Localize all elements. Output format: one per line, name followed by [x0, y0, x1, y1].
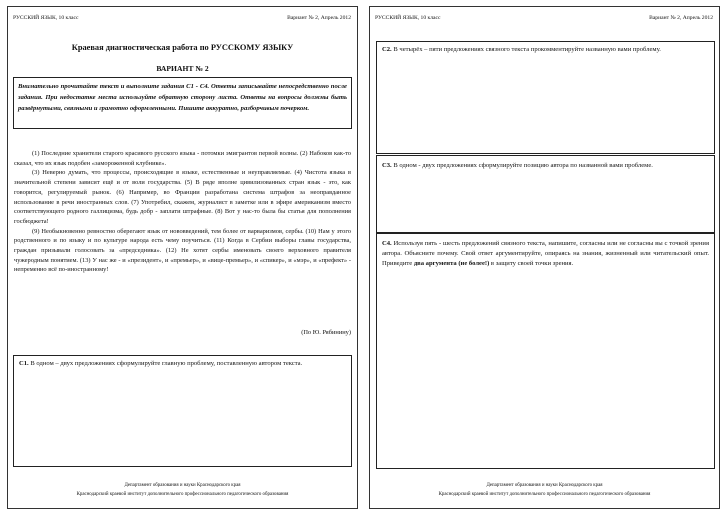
- task-c2-text: В четырёх – пяти предложениях связного текста прокомментируйте названную вами проблему.: [391, 46, 661, 53]
- task-c3-text: В одном - двух предложениях сформулируйте позицию автора по названной вами проблеме.: [391, 162, 653, 169]
- text-paragraph: (1) Последние хранители старого красивого русского языка - потомки эмигрантов первой волны. (2) Набоков как-то сказал, что их язык подобен «замороженной клубнике».: [14, 150, 351, 167]
- task-c4-label: С4.: [382, 240, 392, 247]
- task-c1-box[interactable]: [13, 355, 352, 467]
- page-title: Краевая диагностическая работа по РУССКОМУ ЯЗЫКУ: [71, 43, 294, 52]
- task-c1-label: С1.: [19, 360, 29, 367]
- footer-department: Департамент образования и науки Краснодарского края: [124, 483, 241, 488]
- instructions-box: Внимательно прочитайте текст и выполните задания С1 - С4. Ответы записывайте непосредственно после задания. При недостатке места используйте обратную сторону листа. Ответы на вопросы должны быть развёрнутыми, связными и грамотно оформленными. Пишите аккуратно, разборчивым почерком.: [13, 77, 352, 129]
- variant-label: ВАРИАНТ № 2: [156, 64, 209, 73]
- author-attribution: (По Ю. Рябинину): [301, 329, 351, 336]
- right-page: [369, 6, 720, 509]
- header-variant: Вариант № 2, Апрель 2012: [649, 15, 713, 21]
- page-footer: [370, 482, 719, 499]
- header-variant: Вариант № 2, Апрель 2012: [287, 15, 351, 21]
- reading-text: [14, 149, 351, 275]
- task-c4-text: Используя пять - шесть предложений связного текста, напишите, согласны или не согласны вы с точкой зрения автора. Объясните почему. Свой ответ аргументируйте, опираясь на знания, жизненный или читательский опыт. Приведите: [382, 240, 709, 267]
- task-c2-label: С2.: [382, 46, 392, 53]
- footer-department: Департамент образования и науки Краснодарского края: [486, 483, 603, 488]
- footer-institute: Краснодарский краевой институт дополнительного профессионального педагогического образования: [438, 491, 651, 497]
- task-c4-box[interactable]: [376, 233, 715, 469]
- task-c1-text: В одном – двух предложениях сформулируйте главную проблему, поставленную автором текста.: [28, 360, 303, 367]
- task-c3-label: С3.: [382, 162, 392, 169]
- left-page: [7, 6, 358, 509]
- text-paragraph: (9) Необыкновенно ревностно оберегают язык от нововведений, тем более от варваризмов, сербы. (10) Нам у этого родственного и по языку и по культуре народа есть чему поучиться. (11) Когда в Сербии выборы главы государства, граждан призывали голосовать за «председника». (12) Не хотят сербы именовать своего верховного правителя чужеродным понятием. (13) У нас же - и «президент», и «премьер», и «вице-премьер», и «спикер», и «мэр», и «префект» - непременно всё по-иностранному!: [14, 227, 351, 274]
- text-paragraph: (3) Неверно думать, что процессы, происходящие в языке, естественные и неуправляемые. (4) Чистота языка в значительной степени зависит ещё и от воли государства. (5) В ряде вполне цивилизованных стран язык - это, как говорится, регулируемый рынок. (6) Например, во Франции разработана система штрафов за неоправданное использование в речи иностранных слов. (7) Употребил, скажем, журналист в заметке или в эфире американизм вместо соответствующего родного галлицизма, будь добр - заплати штрафные. (8) Вот у нас-то была бы статья для пополнения госбюджета!: [14, 169, 351, 225]
- header-subject: РУССКИЙ ЯЗЫК, 10 класс: [375, 15, 441, 21]
- page-footer: [8, 482, 357, 499]
- task-c4-tail: в защиту своей точки зрения.: [489, 259, 574, 267]
- task-c4-emphasis: два аргумента (не более!): [413, 259, 490, 267]
- task-c3-box[interactable]: [376, 155, 715, 233]
- header-subject: РУССКИЙ ЯЗЫК, 10 класс: [13, 15, 79, 21]
- task-c2-box[interactable]: [376, 41, 715, 154]
- footer-institute: Краснодарский краевой институт дополнительного профессионального педагогического образования: [76, 491, 289, 497]
